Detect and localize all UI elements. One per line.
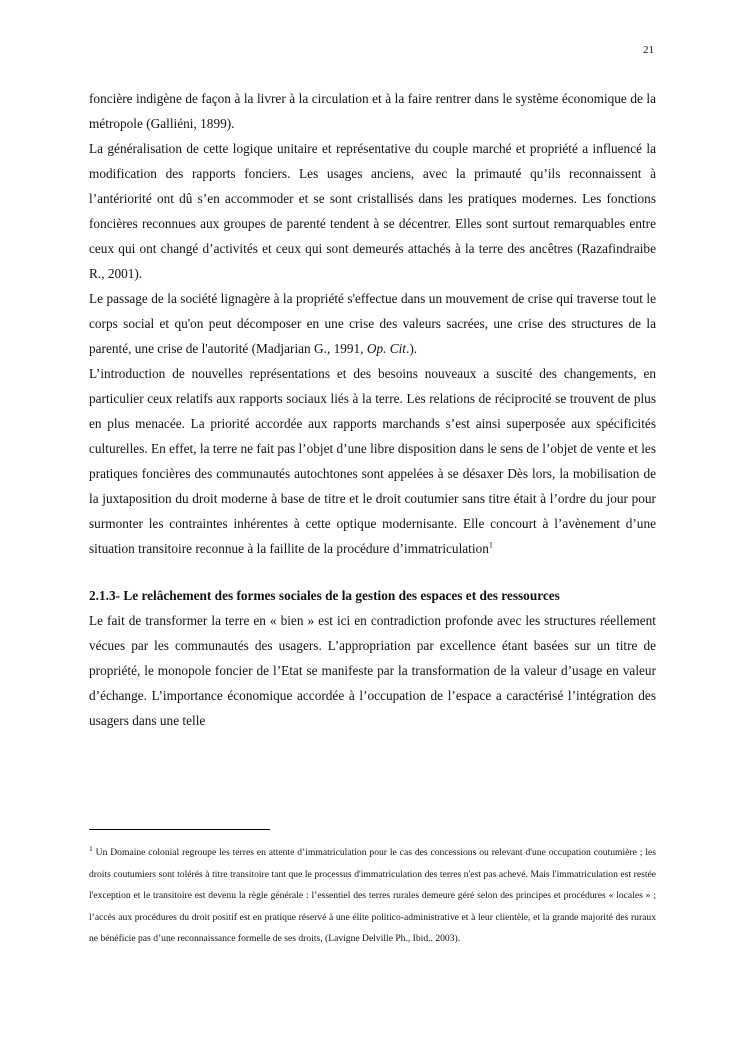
- paragraph-3-italic: Op. Cit: [366, 341, 407, 356]
- paragraph-4-text: L’introduction de nouvelles représentations et des besoins nouveaux a suscité des changements, en particulier ceux relatifs aux rapports sociaux liés à la terre. Les relations de réciprocité se trouvent de plus en plus menacée. La priorité accordée aux rapports marchands s’est ainsi superposée aux spécificités culturelles. En effet, la terre ne fait pas l’objet d’une libre disposition dans le sens de l’objet de vente et les pratiques foncières des communautés autochtones sont appelées à se désaxer Dès lors, la mobilisation de la juxtaposition du droit moderne à base de titre et le droit coutumier sans titre était à l’ordre du jour pour surmonter les contraintes inhérentes à cette optique modernisante. Elle concourt à l’avènement d’une situation transitoire reconnue à la faillite de la procédure d’immatriculation: [89, 366, 656, 556]
- paragraph-3: [89, 286, 656, 361]
- body-text: [89, 86, 656, 733]
- section-heading: 2.1.3- Le relâchement des formes sociales de la gestion des espaces et des ressources: [89, 588, 560, 603]
- paragraph-1: foncière indigène de façon à la livrer à la circulation et à la faire rentrer dans le système économique de la métropole (Galliéni, 1899).: [89, 91, 656, 131]
- paragraph-3-end: .).: [406, 341, 418, 356]
- footnote-text: Un Domaine colonial regroupe les terres en attente d’immatriculation pour le cas des concessions ou relevant d'une occupation coutumière ; les droits coutumiers sont tolérés à titre transitoire tant que le processus d'immatriculation des terres n'est pas achevé. Mais l'immatriculation est restée l'exception et le transitoire est devenu la règle générale : l’essentiel des terres rurales demeure géré selon des principes et procédures « locales » ; l’accès aux procédures du droit positif est en pratique réservé à une élite politico-administrative et à leur clientèle, et la grande majorité des ruraux ne bénéficie pas d’une reconnaissance formelle de ses droits, (Lavigne Delville Ph., Ibid.. 2003).: [89, 847, 656, 945]
- footnote-marker: 1: [89, 843, 93, 853]
- paragraph-3-text: Le passage de la société lignagère à la propriété s'effectue dans un mouvement de crise qui traverse tout le corps social et qu'on peut décomposer en une crise des valeurs sacrées, une crise des structures de la parenté, une crise de l'autorité (Madjarian G., 1991,: [89, 291, 656, 356]
- paragraph-4: [89, 361, 656, 561]
- footnote-reference[interactable]: 1: [488, 540, 493, 550]
- paragraph-2: La généralisation de cette logique unitaire et représentative du couple marché et propriété a influencé la modification des rapports fonciers. Les usages anciens, avec la primauté qu’ils reconnaissent à l’antériorité ont dû s’en accommoder et se sont cristallisés dans les pratiques modernes. Les fonctions foncières reconnues aux groupes de parenté tendent à se décentrer. Elles sont surtout remarquables entre ceux qui ont changé d’activités et ceux qui sont demeurés attachés à la terre des ancêtres (Razafindraibe R., 2001).: [89, 141, 656, 281]
- footnote-divider: [89, 829, 270, 830]
- footnote: [89, 842, 656, 950]
- section-spacer: [89, 561, 656, 583]
- section-paragraph: Le fait de transformer la terre en « bien » est ici en contradiction profonde avec les structures réellement vécues par les communautés des usagers. L’appropriation par excellence étant basées sur un titre de propriété, le monopole foncier de l’Etat se manifeste par la transformation de la valeur d’usage en valeur d’échange. L’importance économique accordée à l’occupation de l’espace a caractérisé l’intégration des usagers dans une telle: [89, 613, 656, 728]
- page-number: 21: [643, 44, 654, 56]
